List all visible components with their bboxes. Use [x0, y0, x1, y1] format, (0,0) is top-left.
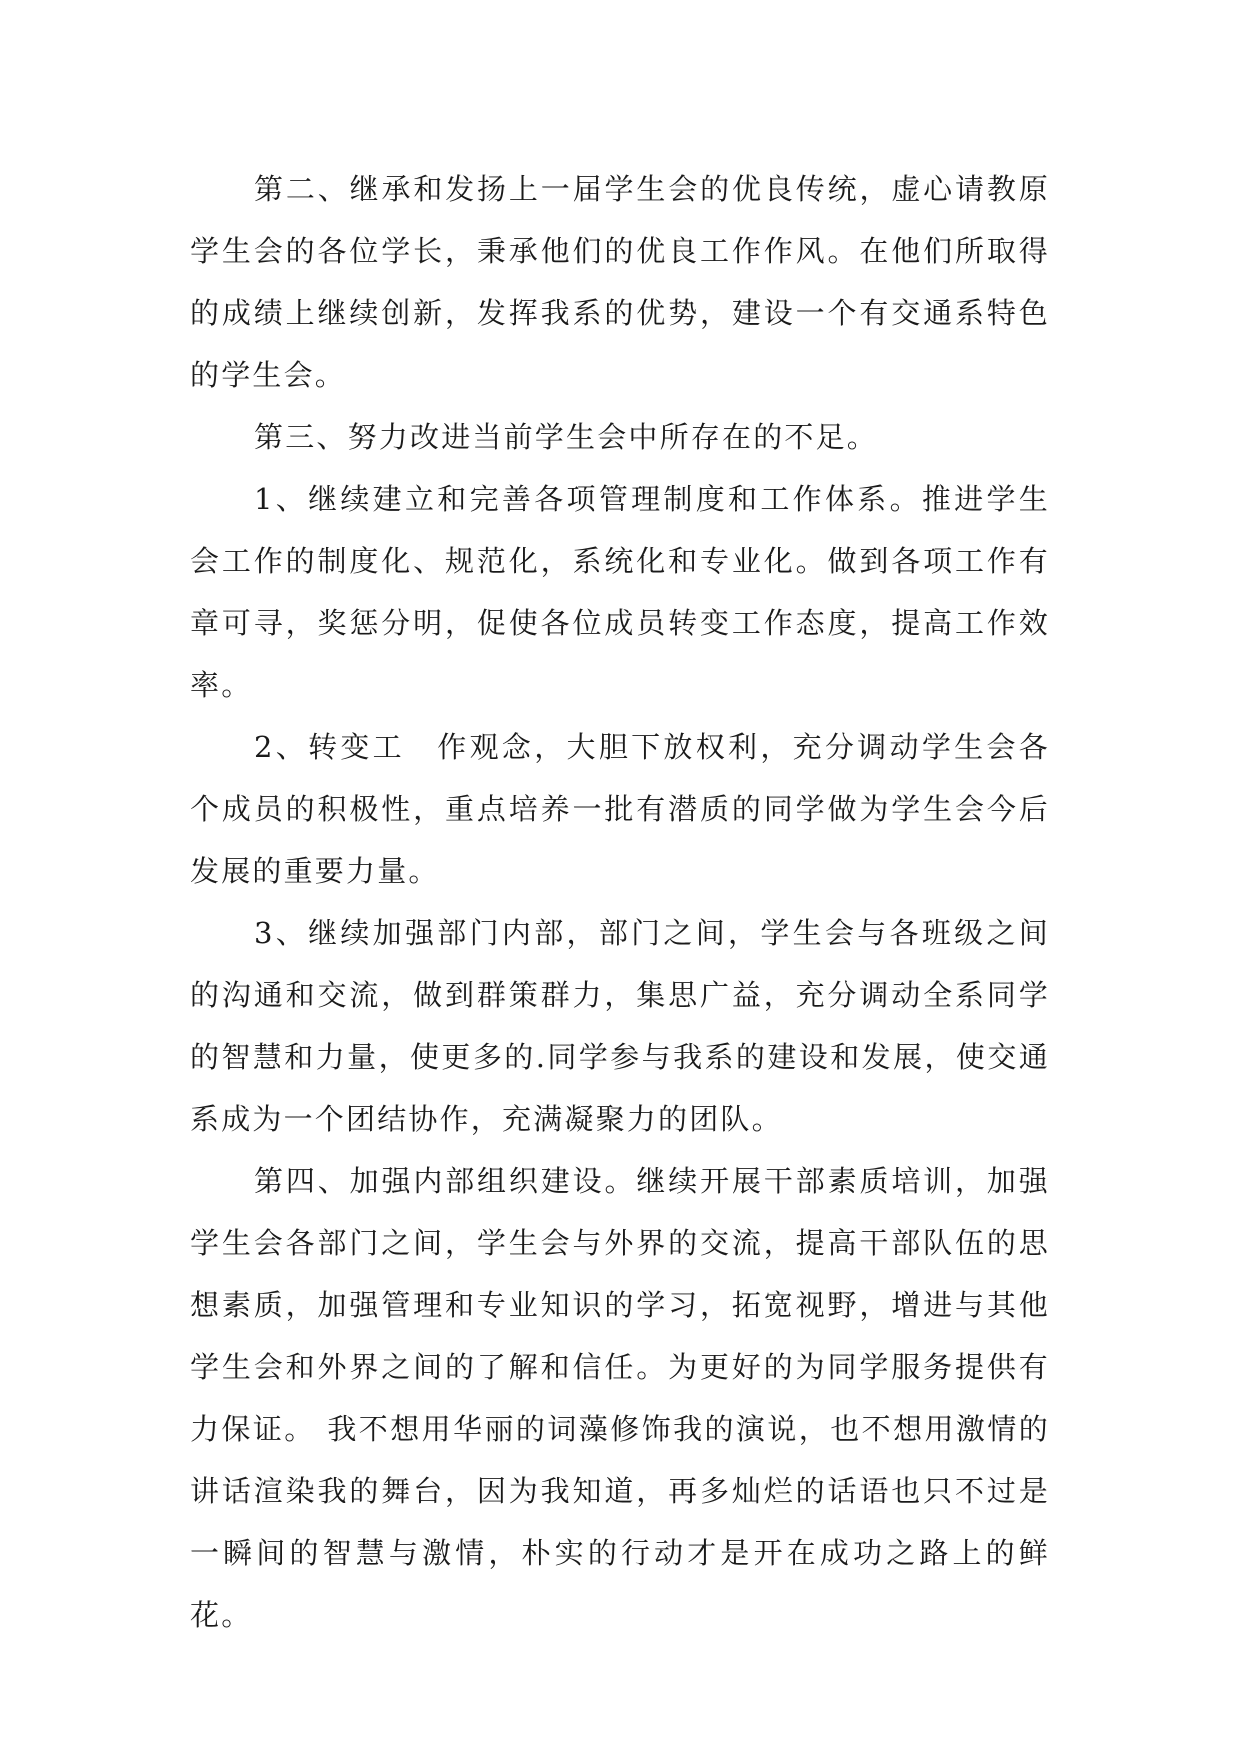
paragraph-item-2: 2、转变工 作观念，大胆下放权利，充分调动学生会各个成员的积极性，重点培养一批有潜质的同学做为学生会今后发展的重要力量。 — [190, 730, 1050, 888]
paragraph-improve-shortcomings: 第三、努力改进当前学生会中所存在的不足。 — [254, 420, 879, 454]
paragraph-organization-building: 第四、加强内部组织建设。继续开展干部素质培训，加强学生会各部门之间，学生会与外界的交流，提高干部队伍的思想素质，加强管理和专业知识的学习，拓宽视野，增进与其他学生会和外界之间的了解和信任。为更好的为同学服务提供有力保证。 我不想用华丽的词藻修饰我的演说，也不想用激情的讲话渲染我的舞台，因为我知道，再多灿烂的话语也只不过是一瞬间的智慧与激情，朴实的行动才是开在成功之路上的鲜花。 — [190, 1164, 1050, 1632]
paragraph-inherit-tradition: 第二、继承和发扬上一届学生会的优良传统，虚心请教原学生会的各位学长，秉承他们的优良工作作风。在他们所取得的成绩上继续创新，发挥我系的优势，建设一个有交通系特色的学生会。 — [190, 172, 1050, 392]
document-body — [190, 158, 1050, 1646]
paragraph-item-3: 3、继续加强部门内部，部门之间，学生会与各班级之间的沟通和交流，做到群策群力，集思广益，充分调动全系同学的智慧和力量，使更多的.同学参与我系的建设和发展，使交通系成为一个团结协作，充满凝聚力的团队。 — [190, 916, 1050, 1136]
paragraph-item-1: 1、继续建立和完善各项管理制度和工作体系。推进学生会工作的制度化、规范化，系统化和专业化。做到各项工作有章可寻，奖惩分明，促使各位成员转变工作态度，提高工作效率。 — [190, 482, 1050, 702]
